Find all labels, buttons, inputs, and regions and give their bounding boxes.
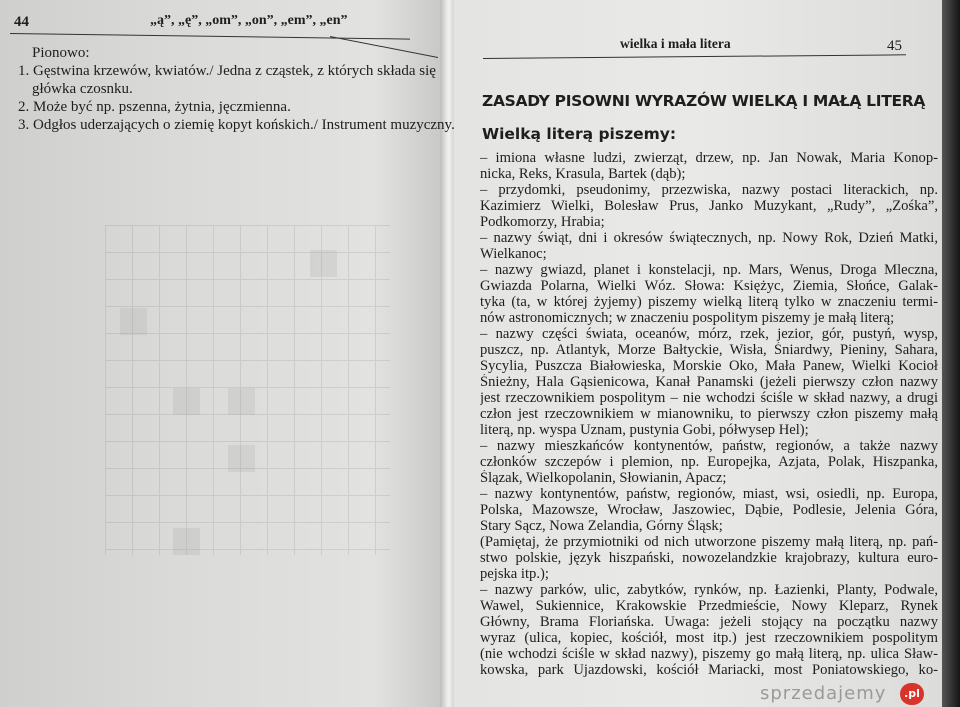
text-line: puszcz, np. Atlantyk, Morze Bałtyckie, Wisła, Śniardwy, Pieniny, Sahara, bbox=[480, 342, 938, 358]
left-page-number: 44 bbox=[14, 14, 29, 30]
text-line: – imiona własne ludzi, zwierząt, drzew, np. Jan Nowak, Maria Konop- bbox=[480, 150, 938, 166]
text-line: nów astronomicznych; w znaczeniu pospolitym piszemy je małą literą; bbox=[480, 310, 895, 326]
text-line: – nazwy świąt, dni i okresów świątecznych, np. Nowy Rok, Dzień Matki, bbox=[480, 230, 938, 246]
text-line: Gwiazda Polarna, Wielki Wóz. Słowa: Księżyc, Ziemia, Słońce, Galak- bbox=[480, 278, 938, 294]
text-line: Wawel, Sukiennice, Krakowskie Przedmieście, Nowy Kleparz, Rynek bbox=[480, 598, 938, 614]
text-line: Polska, Mazowsze, Wrocław, Jaszowiec, Dąbie, Podlesie, Jelenia Góra, bbox=[480, 502, 938, 518]
clue-2: 2. Może być np. pszenna, żytnia, jęczmienna. bbox=[18, 99, 291, 115]
crossword-shaded-cell bbox=[228, 445, 255, 472]
text-line: Główny, Brama Floriańska. Uwaga: jeżeli stojący na początku nazwy bbox=[480, 614, 938, 630]
right-running-title: wielka i mała litera bbox=[620, 36, 731, 51]
text-line: (Pamiętaj, że przymiotniki od nich utworzone piszemy małą literą, np. pań- bbox=[480, 534, 938, 550]
text-line: – przydomki, pseudonimy, przezwiska, nazwy postaci literackich, np. bbox=[480, 182, 938, 198]
page-heading: ZASADY PISOWNI WYRAZÓW WIELKĄ I MAŁĄ LITERĄ bbox=[482, 92, 926, 110]
text-line: członków szczepów i plemion, np. Europejka, Azjata, Polak, Hiszpanka, bbox=[480, 454, 938, 470]
crossword-shaded-cell bbox=[228, 388, 255, 415]
crossword-shaded-cell bbox=[173, 388, 200, 415]
book-spine bbox=[440, 0, 454, 707]
right-page-number: 45 bbox=[887, 38, 902, 54]
text-line: literą, np. wyspa Uznam, pustynia Gobi, półwysep Hel); bbox=[480, 422, 809, 438]
text-line: nicka, Reks, Krasula, Bartek (dąb); bbox=[480, 166, 686, 182]
text-line: Stary Sącz, Nowa Zelandia, Górny Śląsk; bbox=[480, 518, 723, 534]
left-running-title: „ą”, „ę”, „om”, „on”, „em”, „en” bbox=[150, 13, 348, 28]
text-line: pejska itp.); bbox=[480, 566, 549, 582]
page-edge-shadow bbox=[942, 0, 960, 707]
text-line: Sycylia, Puszcza Białowieska, Morskie Oko, Mała Panew, Wielki Kocioł bbox=[480, 358, 938, 374]
text-line: stwo polskie, język hiszpański, nowozelandzkie krajobrazy, kultura euro- bbox=[480, 550, 938, 566]
text-line: – nazwy kontynentów, państw, regionów, miast, wsi, osiedli, np. Europa, bbox=[480, 486, 938, 502]
section-label: Pionowo: bbox=[32, 45, 90, 61]
clue-1: 1. Gęstwina krzewów, kwiatów./ Jedna z cząstek, z których składa się bbox=[18, 63, 436, 79]
subheading: Wielką literą piszemy: bbox=[482, 125, 677, 143]
crossword-shaded-cell bbox=[173, 528, 200, 555]
watermark-badge: .pl bbox=[900, 683, 924, 705]
watermark-logo: sprzedajemy bbox=[760, 683, 887, 704]
body-text bbox=[480, 150, 938, 678]
text-line: Podkomorzy, Hrabia; bbox=[480, 214, 605, 230]
text-line: – nazwy części świata, oceanów, mórz, rzek, jezior, gór, pustyń, wysp, bbox=[480, 326, 938, 342]
crossword-shaded-cell bbox=[120, 308, 147, 335]
text-line: Kazimierz Wielki, Bolesław Prus, Janko Muzykant, „Rudy”, „Zośka”, bbox=[480, 198, 938, 214]
text-line: Śnieżny, Hala Gąsienicowa, Kanał Panamski (jeżeli pierwszy człon nazwy bbox=[480, 374, 938, 390]
text-line: Wielkanoc; bbox=[480, 246, 547, 262]
clue-3: 3. Odgłos uderzających o ziemię kopyt końskich./ Instrument muzyczny. bbox=[18, 117, 455, 133]
text-line: – nazwy gwiazd, planet i konstelacji, np. Mars, Wenus, Droga Mleczna, bbox=[480, 262, 938, 278]
text-line: – nazwy parków, ulic, zabytków, rynków, np. Łazienki, Planty, Podwale, bbox=[480, 582, 938, 598]
text-line: wyraz (ulica, kopiec, kościół, most itp.) jest rzeczownikiem pospolitym bbox=[480, 630, 938, 646]
text-line: jest rzeczownikiem pospolitym – nie wchodzi ściśle w skład nazwy, a drugi bbox=[480, 390, 938, 406]
text-line: tyka (ta, w której żyjemy) piszemy wielką literą tylko w znaczeniu termi- bbox=[480, 294, 938, 310]
text-line: – nazwy mieszkańców kontynentów, państw, regionów, a także nazwy bbox=[480, 438, 938, 454]
text-line: (nie wchodzi ściśle w skład nazwy), piszemy go małą literą, np. ulica Sław- bbox=[480, 646, 938, 662]
text-line: Ślązak, Wielkopolanin, Słowianin, Apacz; bbox=[480, 470, 727, 486]
clue-1-cont: główka czosnku. bbox=[32, 81, 133, 97]
text-line: człon jest rzeczownikiem w mianowniku, to pierwszy człon piszemy małą bbox=[480, 406, 938, 422]
text-line: kowska, park Ujazdowski, kościół Mariacki, most Poniatowskiego, ko- bbox=[480, 662, 938, 678]
crossword-shaded-cell bbox=[310, 250, 337, 277]
